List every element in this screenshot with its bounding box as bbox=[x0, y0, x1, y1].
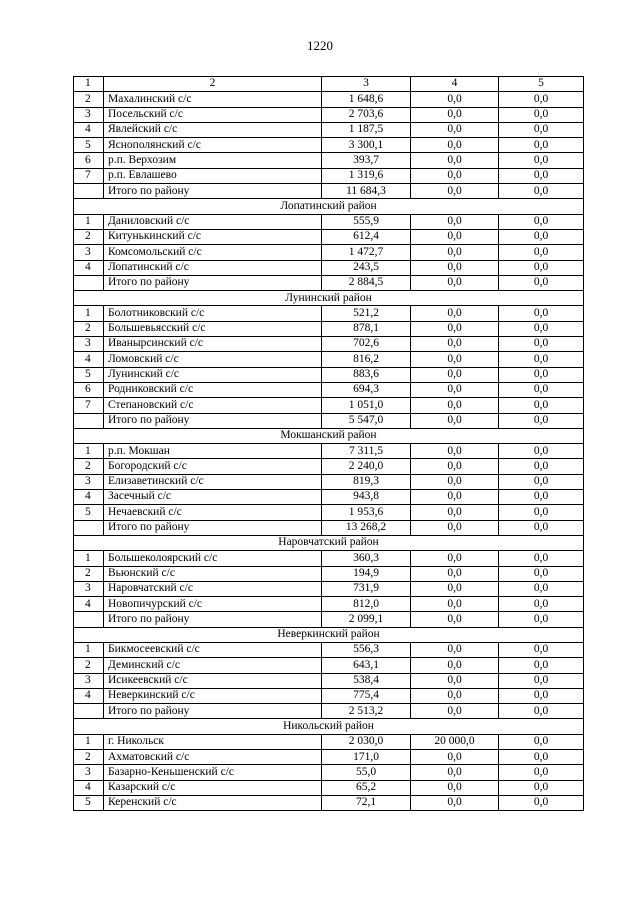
municipality-name: Елизаветинский с/с bbox=[104, 474, 322, 489]
municipality-name: Итого по району bbox=[104, 520, 322, 535]
row-number: 1 bbox=[74, 214, 104, 229]
table-row bbox=[74, 490, 584, 505]
row-number: 4 bbox=[74, 597, 104, 612]
value-col-5: 0,0 bbox=[499, 444, 584, 459]
value-col-5: 0,0 bbox=[499, 107, 584, 122]
value-col-3: 643,1 bbox=[322, 658, 411, 673]
value-col-3: 812,0 bbox=[322, 597, 411, 612]
district-title: Никольский район bbox=[74, 719, 584, 734]
row-number: 3 bbox=[74, 474, 104, 489]
municipality-name: Исикеевский с/с bbox=[104, 673, 322, 688]
value-col-3: 1 953,6 bbox=[322, 505, 411, 520]
table-row bbox=[74, 122, 584, 137]
value-col-5: 0,0 bbox=[499, 382, 584, 397]
value-col-5: 0,0 bbox=[499, 168, 584, 183]
table-row bbox=[74, 367, 584, 382]
value-col-3: 393,7 bbox=[322, 153, 411, 168]
municipality-name: Нечаевский с/с bbox=[104, 505, 322, 520]
municipality-name: р.п. Верхозим bbox=[104, 153, 322, 168]
row-number: 2 bbox=[74, 229, 104, 244]
value-col-3: 816,2 bbox=[322, 352, 411, 367]
table-row bbox=[74, 382, 584, 397]
value-col-3: 612,4 bbox=[322, 229, 411, 244]
municipality-name: Даниловский с/с bbox=[104, 214, 322, 229]
row-number: 4 bbox=[74, 122, 104, 137]
municipality-name: Иванырсинский с/с bbox=[104, 337, 322, 352]
value-col-3: 11 684,3 bbox=[322, 184, 411, 199]
value-col-5: 0,0 bbox=[499, 459, 584, 474]
value-col-3: 2 240,0 bbox=[322, 459, 411, 474]
value-col-4: 20 000,0 bbox=[411, 734, 499, 749]
district-section-row bbox=[74, 627, 584, 642]
district-section-row bbox=[74, 719, 584, 734]
table-row bbox=[74, 92, 584, 107]
municipality-name: Лунинский с/с bbox=[104, 367, 322, 382]
value-col-5: 0,0 bbox=[499, 734, 584, 749]
row-number: 5 bbox=[74, 795, 104, 810]
municipality-name: Махалинский с/с bbox=[104, 92, 322, 107]
value-col-4: 0,0 bbox=[411, 566, 499, 581]
value-col-5: 0,0 bbox=[499, 765, 584, 780]
header-col-3: 3 bbox=[322, 77, 411, 92]
value-col-5: 0,0 bbox=[499, 566, 584, 581]
row-number: 3 bbox=[74, 581, 104, 596]
value-col-5: 0,0 bbox=[499, 352, 584, 367]
row-number: 4 bbox=[74, 780, 104, 795]
value-col-4: 0,0 bbox=[411, 92, 499, 107]
value-col-3: 360,3 bbox=[322, 551, 411, 566]
value-col-3: 13 268,2 bbox=[322, 520, 411, 535]
table-row bbox=[74, 459, 584, 474]
municipality-name: Наровчатский с/с bbox=[104, 581, 322, 596]
row-number: 4 bbox=[74, 688, 104, 703]
row-number: 3 bbox=[74, 107, 104, 122]
row-number: 3 bbox=[74, 245, 104, 260]
row-number bbox=[74, 612, 104, 627]
value-col-4: 0,0 bbox=[411, 245, 499, 260]
value-col-3: 2 099,1 bbox=[322, 612, 411, 627]
value-col-3: 72,1 bbox=[322, 795, 411, 810]
table-row bbox=[74, 168, 584, 183]
municipality-name: Лопатинский с/с bbox=[104, 260, 322, 275]
value-col-5: 0,0 bbox=[499, 795, 584, 810]
value-col-5: 0,0 bbox=[499, 750, 584, 765]
municipality-name: р.п. Евлашево bbox=[104, 168, 322, 183]
table-row bbox=[74, 321, 584, 336]
value-col-4: 0,0 bbox=[411, 168, 499, 183]
row-number bbox=[74, 520, 104, 535]
value-col-4: 0,0 bbox=[411, 673, 499, 688]
table-row bbox=[74, 214, 584, 229]
value-col-5: 0,0 bbox=[499, 184, 584, 199]
value-col-5: 0,0 bbox=[499, 780, 584, 795]
table-row bbox=[74, 780, 584, 795]
value-col-3: 2 513,2 bbox=[322, 704, 411, 719]
value-col-4: 0,0 bbox=[411, 612, 499, 627]
value-col-4: 0,0 bbox=[411, 688, 499, 703]
value-col-3: 555,9 bbox=[322, 214, 411, 229]
municipality-name: г. Никольск bbox=[104, 734, 322, 749]
municipality-name: Степановский с/с bbox=[104, 398, 322, 413]
value-col-4: 0,0 bbox=[411, 275, 499, 290]
value-col-4: 0,0 bbox=[411, 658, 499, 673]
table-row bbox=[74, 673, 584, 688]
district-section-row bbox=[74, 199, 584, 214]
table-row bbox=[74, 551, 584, 566]
value-col-5: 0,0 bbox=[499, 306, 584, 321]
header-col-1: 1 bbox=[74, 77, 104, 92]
budget-table bbox=[73, 76, 584, 811]
table-row bbox=[74, 444, 584, 459]
value-col-5: 0,0 bbox=[499, 321, 584, 336]
row-number: 6 bbox=[74, 153, 104, 168]
table-row bbox=[74, 505, 584, 520]
municipality-name: Ломовский с/с bbox=[104, 352, 322, 367]
value-col-3: 2 030,0 bbox=[322, 734, 411, 749]
row-number: 2 bbox=[74, 658, 104, 673]
row-number: 4 bbox=[74, 490, 104, 505]
district-total-row bbox=[74, 520, 584, 535]
table-row bbox=[74, 597, 584, 612]
value-col-5: 0,0 bbox=[499, 92, 584, 107]
value-col-3: 775,4 bbox=[322, 688, 411, 703]
value-col-3: 1 472,7 bbox=[322, 245, 411, 260]
value-col-5: 0,0 bbox=[499, 153, 584, 168]
municipality-name: Большевьясский с/с bbox=[104, 321, 322, 336]
table-row bbox=[74, 352, 584, 367]
row-number: 1 bbox=[74, 551, 104, 566]
value-col-4: 0,0 bbox=[411, 750, 499, 765]
value-col-3: 943,8 bbox=[322, 490, 411, 505]
table-row bbox=[74, 398, 584, 413]
value-col-5: 0,0 bbox=[499, 581, 584, 596]
municipality-name: Новопичурский с/с bbox=[104, 597, 322, 612]
value-col-5: 0,0 bbox=[499, 122, 584, 137]
row-number: 2 bbox=[74, 92, 104, 107]
value-col-4: 0,0 bbox=[411, 214, 499, 229]
row-number: 6 bbox=[74, 382, 104, 397]
row-number: 1 bbox=[74, 444, 104, 459]
table-row bbox=[74, 153, 584, 168]
value-col-4: 0,0 bbox=[411, 413, 499, 428]
district-section-row bbox=[74, 291, 584, 306]
row-number: 4 bbox=[74, 352, 104, 367]
value-col-4: 0,0 bbox=[411, 122, 499, 137]
value-col-4: 0,0 bbox=[411, 551, 499, 566]
table-row bbox=[74, 795, 584, 810]
row-number bbox=[74, 704, 104, 719]
district-section-row bbox=[74, 428, 584, 443]
value-col-4: 0,0 bbox=[411, 474, 499, 489]
value-col-3: 521,2 bbox=[322, 306, 411, 321]
table-row bbox=[74, 337, 584, 352]
row-number: 3 bbox=[74, 673, 104, 688]
municipality-name: Итого по району bbox=[104, 275, 322, 290]
value-col-3: 1 648,6 bbox=[322, 92, 411, 107]
value-col-3: 883,6 bbox=[322, 367, 411, 382]
table-row bbox=[74, 107, 584, 122]
value-col-5: 0,0 bbox=[499, 214, 584, 229]
municipality-name: Казарский с/с bbox=[104, 780, 322, 795]
value-col-3: 538,4 bbox=[322, 673, 411, 688]
header-col-5: 5 bbox=[499, 77, 584, 92]
municipality-name: Керенский с/с bbox=[104, 795, 322, 810]
district-section-row bbox=[74, 535, 584, 550]
municipality-name: Явлейский с/с bbox=[104, 122, 322, 137]
municipality-name: Итого по району bbox=[104, 704, 322, 719]
value-col-4: 0,0 bbox=[411, 581, 499, 596]
value-col-4: 0,0 bbox=[411, 229, 499, 244]
table-row bbox=[74, 581, 584, 596]
value-col-4: 0,0 bbox=[411, 306, 499, 321]
value-col-5: 0,0 bbox=[499, 337, 584, 352]
value-col-5: 0,0 bbox=[499, 245, 584, 260]
table-row bbox=[74, 229, 584, 244]
row-number: 5 bbox=[74, 138, 104, 153]
table-row bbox=[74, 688, 584, 703]
value-col-4: 0,0 bbox=[411, 153, 499, 168]
municipality-name: Яснополянский с/с bbox=[104, 138, 322, 153]
municipality-name: р.п. Мокшан bbox=[104, 444, 322, 459]
municipality-name: Посельский с/с bbox=[104, 107, 322, 122]
value-col-4: 0,0 bbox=[411, 321, 499, 336]
value-col-4: 0,0 bbox=[411, 337, 499, 352]
table-row bbox=[74, 765, 584, 780]
row-number: 2 bbox=[74, 459, 104, 474]
row-number: 2 bbox=[74, 566, 104, 581]
municipality-name: Итого по району bbox=[104, 184, 322, 199]
municipality-name: Родниковский с/с bbox=[104, 382, 322, 397]
row-number: 1 bbox=[74, 642, 104, 657]
value-col-5: 0,0 bbox=[499, 138, 584, 153]
value-col-5: 0,0 bbox=[499, 673, 584, 688]
value-col-4: 0,0 bbox=[411, 490, 499, 505]
value-col-5: 0,0 bbox=[499, 520, 584, 535]
row-number: 3 bbox=[74, 765, 104, 780]
municipality-name: Вьюнский с/с bbox=[104, 566, 322, 581]
row-number bbox=[74, 184, 104, 199]
value-col-4: 0,0 bbox=[411, 184, 499, 199]
district-title: Лопатинский район bbox=[74, 199, 584, 214]
district-title: Мокшанский район bbox=[74, 428, 584, 443]
value-col-3: 1 187,5 bbox=[322, 122, 411, 137]
value-col-5: 0,0 bbox=[499, 597, 584, 612]
table-row bbox=[74, 138, 584, 153]
value-col-3: 731,9 bbox=[322, 581, 411, 596]
table-row bbox=[74, 750, 584, 765]
value-col-4: 0,0 bbox=[411, 398, 499, 413]
value-col-3: 55,0 bbox=[322, 765, 411, 780]
header-row bbox=[74, 77, 584, 92]
district-title: Неверкинский район bbox=[74, 627, 584, 642]
value-col-4: 0,0 bbox=[411, 138, 499, 153]
table-body bbox=[74, 77, 584, 811]
value-col-4: 0,0 bbox=[411, 704, 499, 719]
district-total-row bbox=[74, 612, 584, 627]
value-col-3: 702,6 bbox=[322, 337, 411, 352]
municipality-name: Китунькинский с/с bbox=[104, 229, 322, 244]
table-row bbox=[74, 306, 584, 321]
row-number: 4 bbox=[74, 260, 104, 275]
value-col-5: 0,0 bbox=[499, 367, 584, 382]
value-col-4: 0,0 bbox=[411, 352, 499, 367]
value-col-5: 0,0 bbox=[499, 704, 584, 719]
municipality-name: Комсомольский с/с bbox=[104, 245, 322, 260]
value-col-5: 0,0 bbox=[499, 612, 584, 627]
row-number: 7 bbox=[74, 398, 104, 413]
value-col-3: 5 547,0 bbox=[322, 413, 411, 428]
value-col-3: 194,9 bbox=[322, 566, 411, 581]
table-row bbox=[74, 734, 584, 749]
row-number: 3 bbox=[74, 337, 104, 352]
value-col-5: 0,0 bbox=[499, 658, 584, 673]
district-total-row bbox=[74, 184, 584, 199]
district-total-row bbox=[74, 413, 584, 428]
table-row bbox=[74, 245, 584, 260]
municipality-name: Большеколоярский с/с bbox=[104, 551, 322, 566]
value-col-4: 0,0 bbox=[411, 795, 499, 810]
value-col-3: 1 319,6 bbox=[322, 168, 411, 183]
value-col-4: 0,0 bbox=[411, 459, 499, 474]
value-col-5: 0,0 bbox=[499, 551, 584, 566]
value-col-3: 65,2 bbox=[322, 780, 411, 795]
district-title: Наровчатский район bbox=[74, 535, 584, 550]
value-col-5: 0,0 bbox=[499, 260, 584, 275]
header-col-2: 2 bbox=[104, 77, 322, 92]
municipality-name: Неверкинский с/с bbox=[104, 688, 322, 703]
value-col-4: 0,0 bbox=[411, 780, 499, 795]
value-col-4: 0,0 bbox=[411, 765, 499, 780]
value-col-4: 0,0 bbox=[411, 367, 499, 382]
page-number: 1220 bbox=[307, 38, 333, 53]
municipality-name: Богородский с/с bbox=[104, 459, 322, 474]
value-col-5: 0,0 bbox=[499, 398, 584, 413]
value-col-4: 0,0 bbox=[411, 597, 499, 612]
row-number: 2 bbox=[74, 750, 104, 765]
municipality-name: Ахматовский с/с bbox=[104, 750, 322, 765]
row-number bbox=[74, 275, 104, 290]
value-col-4: 0,0 bbox=[411, 444, 499, 459]
value-col-3: 694,3 bbox=[322, 382, 411, 397]
row-number: 5 bbox=[74, 505, 104, 520]
row-number bbox=[74, 413, 104, 428]
value-col-4: 0,0 bbox=[411, 520, 499, 535]
municipality-name: Бикмосеевский с/с bbox=[104, 642, 322, 657]
row-number: 5 bbox=[74, 367, 104, 382]
table-row bbox=[74, 566, 584, 581]
municipality-name: Засечный с/с bbox=[104, 490, 322, 505]
municipality-name: Итого по району bbox=[104, 612, 322, 627]
row-number: 1 bbox=[74, 306, 104, 321]
district-total-row bbox=[74, 275, 584, 290]
table-row bbox=[74, 474, 584, 489]
value-col-4: 0,0 bbox=[411, 260, 499, 275]
municipality-name: Болотниковский с/с bbox=[104, 306, 322, 321]
value-col-3: 2 884,5 bbox=[322, 275, 411, 290]
value-col-4: 0,0 bbox=[411, 382, 499, 397]
district-title: Лунинский район bbox=[74, 291, 584, 306]
district-total-row bbox=[74, 704, 584, 719]
value-col-4: 0,0 bbox=[411, 107, 499, 122]
value-col-3: 3 300,1 bbox=[322, 138, 411, 153]
municipality-name: Базарно-Кеньшенский с/с bbox=[104, 765, 322, 780]
table-row bbox=[74, 642, 584, 657]
row-number: 7 bbox=[74, 168, 104, 183]
header-col-4: 4 bbox=[411, 77, 499, 92]
value-col-3: 556,3 bbox=[322, 642, 411, 657]
value-col-3: 171,0 bbox=[322, 750, 411, 765]
table-row bbox=[74, 260, 584, 275]
value-col-5: 0,0 bbox=[499, 688, 584, 703]
value-col-5: 0,0 bbox=[499, 642, 584, 657]
value-col-5: 0,0 bbox=[499, 275, 584, 290]
value-col-3: 878,1 bbox=[322, 321, 411, 336]
value-col-5: 0,0 bbox=[499, 413, 584, 428]
value-col-5: 0,0 bbox=[499, 474, 584, 489]
value-col-3: 243,5 bbox=[322, 260, 411, 275]
value-col-4: 0,0 bbox=[411, 505, 499, 520]
value-col-3: 2 703,6 bbox=[322, 107, 411, 122]
table-row bbox=[74, 658, 584, 673]
value-col-5: 0,0 bbox=[499, 229, 584, 244]
value-col-3: 819,3 bbox=[322, 474, 411, 489]
value-col-5: 0,0 bbox=[499, 490, 584, 505]
municipality-name: Деминский с/с bbox=[104, 658, 322, 673]
row-number: 2 bbox=[74, 321, 104, 336]
value-col-4: 0,0 bbox=[411, 642, 499, 657]
value-col-5: 0,0 bbox=[499, 505, 584, 520]
value-col-3: 1 051,0 bbox=[322, 398, 411, 413]
value-col-3: 7 311,5 bbox=[322, 444, 411, 459]
row-number: 1 bbox=[74, 734, 104, 749]
municipality-name: Итого по району bbox=[104, 413, 322, 428]
